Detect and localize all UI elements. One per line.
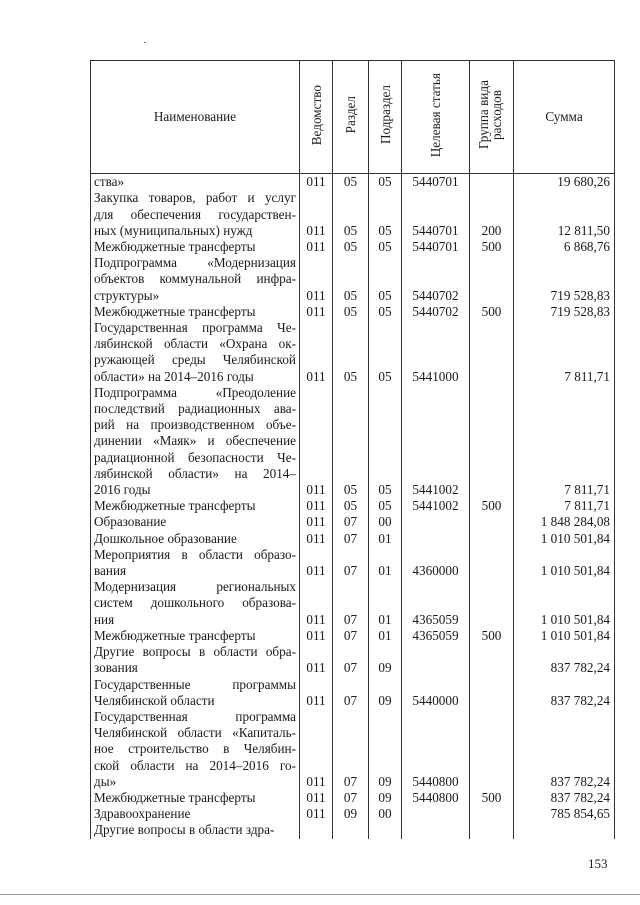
row-section: 05 — [333, 190, 369, 239]
row-amount: 719 528,83 — [514, 304, 615, 320]
row-name-line: Межбюджетные трансферты — [94, 498, 256, 514]
table-row — [91, 385, 615, 498]
row-target-article: 5440800 — [402, 790, 470, 806]
row-target-article: 5440800 — [402, 709, 470, 790]
row-name-line: Мероприятия в области образо- — [94, 546, 296, 562]
row-target-article: 5440701 — [402, 190, 470, 239]
row-name-line: ства» — [94, 174, 125, 190]
row-amount: 837 782,24 — [514, 644, 615, 676]
header-section: Раздел — [333, 61, 369, 174]
row-name — [91, 806, 300, 822]
row-department: 011 — [300, 385, 333, 498]
row-subsection: 00 — [369, 806, 402, 822]
row-name-line: ружающей среды Челябинской — [94, 352, 296, 368]
row-name — [91, 579, 300, 628]
row-target-article: 4365059 — [402, 579, 470, 628]
row-expense-group — [470, 385, 514, 498]
page-number: 153 — [588, 856, 608, 871]
row-amount: 785 854,65 — [514, 806, 615, 822]
row-target-article — [402, 822, 470, 838]
row-target-article — [402, 514, 470, 530]
table-row — [91, 304, 615, 320]
row-section: 07 — [333, 644, 369, 676]
scan-speck — [144, 42, 146, 43]
row-expense-group — [470, 579, 514, 628]
row-name — [91, 790, 300, 806]
row-name-line: Образование — [94, 514, 167, 530]
row-amount: 7 811,71 — [514, 320, 615, 385]
row-expense-group — [470, 255, 514, 304]
row-subsection: 05 — [369, 385, 402, 498]
table-row — [91, 628, 615, 644]
header-amount: Сумма — [514, 61, 615, 174]
row-section: 05 — [333, 304, 369, 320]
row-expense-group — [470, 709, 514, 790]
row-section: 05 — [333, 385, 369, 498]
table-body — [91, 174, 615, 839]
table-row — [91, 190, 615, 239]
row-name-line: ное строительство в Челябин- — [94, 741, 296, 757]
row-name — [91, 320, 300, 385]
row-expense-group — [470, 174, 514, 191]
row-name-line: Челябинской области «Капиталь- — [94, 725, 296, 741]
row-name-line: Государственная программа Че- — [94, 320, 296, 336]
table-row — [91, 806, 615, 822]
row-department: 011 — [300, 174, 333, 191]
row-name-line: Модернизация региональных — [94, 579, 296, 595]
row-name-line: лябинской области «Охрана ок- — [94, 336, 296, 352]
row-name-line: последствий радиационных ава- — [94, 401, 296, 417]
row-name — [91, 531, 300, 547]
row-department: 011 — [300, 547, 333, 579]
row-department: 011 — [300, 790, 333, 806]
row-expense-group: 500 — [470, 790, 514, 806]
row-department: 011 — [300, 677, 333, 709]
row-department: 011 — [300, 498, 333, 514]
row-subsection: 01 — [369, 531, 402, 547]
row-amount: 719 528,83 — [514, 255, 615, 304]
row-target-article: 5441002 — [402, 498, 470, 514]
row-name-line: Здравоохранение — [94, 806, 191, 822]
row-subsection — [369, 822, 402, 838]
row-subsection: 09 — [369, 677, 402, 709]
table-row — [91, 255, 615, 304]
table-row — [91, 239, 615, 255]
row-target-article — [402, 644, 470, 676]
table-row — [91, 644, 615, 676]
row-name — [91, 190, 300, 239]
row-department: 011 — [300, 644, 333, 676]
row-subsection: 09 — [369, 790, 402, 806]
row-amount: 7 811,71 — [514, 498, 615, 514]
table-row — [91, 531, 615, 547]
row-name-line: Другие вопросы в области здра- — [94, 822, 275, 838]
row-name-line: области» на 2014–2016 годы — [94, 368, 254, 384]
row-expense-group — [470, 531, 514, 547]
row-target-article: 5440701 — [402, 239, 470, 255]
row-amount: 1 848 284,08 — [514, 514, 615, 530]
scan-edge-line — [0, 894, 640, 895]
row-name-line: Другие вопросы в области обра- — [94, 644, 296, 660]
row-amount: 1 010 501,84 — [514, 579, 615, 628]
row-subsection: 01 — [369, 579, 402, 628]
row-subsection: 05 — [369, 190, 402, 239]
row-target-article: 5440702 — [402, 304, 470, 320]
header-expense-group: Группа вида расходов — [470, 61, 514, 174]
row-name-line: Подпрограмма «Преодоление — [94, 384, 296, 400]
row-amount: 837 782,24 — [514, 790, 615, 806]
row-name-line: Межбюджетные трансферты — [94, 303, 256, 319]
row-name-line: Дошкольное образование — [94, 530, 237, 546]
row-expense-group — [470, 644, 514, 676]
row-name — [91, 498, 300, 514]
budget-table — [90, 60, 615, 839]
row-department: 011 — [300, 806, 333, 822]
row-target-article: 4360000 — [402, 547, 470, 579]
table-row — [91, 709, 615, 790]
row-department — [300, 822, 333, 838]
row-expense-group — [470, 822, 514, 838]
table-row — [91, 514, 615, 530]
row-department: 011 — [300, 190, 333, 239]
row-section: 07 — [333, 628, 369, 644]
row-department: 011 — [300, 320, 333, 385]
row-section: 05 — [333, 239, 369, 255]
row-expense-group — [470, 677, 514, 709]
row-expense-group: 500 — [470, 239, 514, 255]
header-name: Наименование — [91, 61, 300, 174]
row-name-line: Межбюджетные трансферты — [94, 627, 256, 643]
row-name — [91, 174, 300, 191]
row-name — [91, 514, 300, 530]
row-department: 011 — [300, 255, 333, 304]
header-subsection: Подраздел — [369, 61, 402, 174]
row-subsection: 05 — [369, 174, 402, 191]
row-section: 05 — [333, 320, 369, 385]
row-name — [91, 385, 300, 498]
row-name-line: ской области на 2014–2016 го- — [94, 757, 296, 773]
row-name — [91, 547, 300, 579]
row-section: 07 — [333, 579, 369, 628]
row-target-article: 5441000 — [402, 320, 470, 385]
row-amount: 837 782,24 — [514, 709, 615, 790]
row-name-line: динении «Маяк» и обеспечение — [94, 433, 296, 449]
row-name — [91, 239, 300, 255]
row-amount: 1 010 501,84 — [514, 628, 615, 644]
row-department: 011 — [300, 531, 333, 547]
row-subsection: 00 — [369, 514, 402, 530]
row-name-line: лябинской области» на 2014– — [94, 465, 296, 481]
row-name-line: радиационной безопасности Че- — [94, 449, 296, 465]
row-section: 07 — [333, 547, 369, 579]
row-subsection: 01 — [369, 547, 402, 579]
row-name-line: Межбюджетные трансферты — [94, 789, 256, 805]
table-row — [91, 498, 615, 514]
row-section: 05 — [333, 498, 369, 514]
row-expense-group: 200 — [470, 190, 514, 239]
table-header-row — [91, 61, 615, 174]
row-subsection: 01 — [369, 628, 402, 644]
row-department: 011 — [300, 628, 333, 644]
row-name — [91, 255, 300, 304]
row-amount: 1 010 501,84 — [514, 531, 615, 547]
row-name — [91, 628, 300, 644]
row-name-line: Государственные программы — [94, 676, 296, 692]
row-amount: 837 782,24 — [514, 677, 615, 709]
row-target-article: 5440000 — [402, 677, 470, 709]
row-section — [333, 822, 369, 838]
row-subsection: 09 — [369, 644, 402, 676]
row-expense-group — [470, 514, 514, 530]
row-name-line: Межбюджетные трансферты — [94, 239, 256, 255]
row-subsection: 05 — [369, 320, 402, 385]
row-name-line: ды» — [94, 773, 117, 789]
row-target-article — [402, 806, 470, 822]
row-section: 07 — [333, 709, 369, 790]
row-target-article: 5441002 — [402, 385, 470, 498]
row-name-line: вания — [94, 563, 127, 579]
row-subsection: 05 — [369, 255, 402, 304]
row-amount: 7 811,71 — [514, 385, 615, 498]
row-section: 07 — [333, 514, 369, 530]
row-name-line: Челябинской области — [94, 692, 215, 708]
row-subsection: 09 — [369, 709, 402, 790]
row-amount: 1 010 501,84 — [514, 547, 615, 579]
row-target-article — [402, 531, 470, 547]
row-name-line: Подпрограмма «Модернизация — [94, 255, 296, 271]
header-department: Ведомство — [300, 61, 333, 174]
row-subsection: 05 — [369, 239, 402, 255]
row-amount: 12 811,50 — [514, 190, 615, 239]
row-department: 011 — [300, 304, 333, 320]
row-name — [91, 304, 300, 320]
row-name-line: зования — [94, 660, 138, 676]
table-row — [91, 174, 615, 191]
row-target-article: 4365059 — [402, 628, 470, 644]
row-expense-group — [470, 547, 514, 579]
row-name-line: рий на производственном объе- — [94, 417, 296, 433]
row-name — [91, 822, 300, 838]
row-name-line: для обеспечения государствен- — [94, 206, 296, 222]
row-expense-group — [470, 806, 514, 822]
table-row — [91, 320, 615, 385]
row-expense-group — [470, 320, 514, 385]
row-target-article: 5440702 — [402, 255, 470, 304]
row-name — [91, 709, 300, 790]
row-subsection: 05 — [369, 304, 402, 320]
row-section: 07 — [333, 677, 369, 709]
row-expense-group: 500 — [470, 498, 514, 514]
row-department: 011 — [300, 709, 333, 790]
row-name-line: 2016 годы — [94, 482, 151, 498]
row-department: 011 — [300, 579, 333, 628]
row-name — [91, 644, 300, 676]
table-row — [91, 677, 615, 709]
row-name-line: Закупка товаров, работ и услуг — [94, 190, 296, 206]
row-name-line: ных (муниципальных) нужд — [94, 222, 253, 238]
row-section: 05 — [333, 255, 369, 304]
row-section: 07 — [333, 790, 369, 806]
row-target-article: 5440701 — [402, 174, 470, 191]
row-section: 05 — [333, 174, 369, 191]
row-department: 011 — [300, 239, 333, 255]
row-section: 09 — [333, 806, 369, 822]
row-name-line: систем дошкольного образова- — [94, 595, 296, 611]
row-section: 07 — [333, 531, 369, 547]
header-target-article: Целевая статья — [402, 61, 470, 174]
row-name-line: объектов коммунальной инфра- — [94, 271, 296, 287]
row-name — [91, 677, 300, 709]
row-subsection: 05 — [369, 498, 402, 514]
row-name-line: структуры» — [94, 287, 160, 303]
table-row — [91, 579, 615, 628]
row-name-line: ния — [94, 611, 115, 627]
table-row — [91, 547, 615, 579]
row-name-line: Государственная программа — [94, 708, 296, 724]
table-row — [91, 790, 615, 806]
table-row — [91, 822, 615, 838]
row-amount — [514, 822, 615, 838]
row-expense-group: 500 — [470, 304, 514, 320]
row-amount: 6 868,76 — [514, 239, 615, 255]
row-expense-group: 500 — [470, 628, 514, 644]
row-department: 011 — [300, 514, 333, 530]
row-amount: 19 680,26 — [514, 174, 615, 191]
